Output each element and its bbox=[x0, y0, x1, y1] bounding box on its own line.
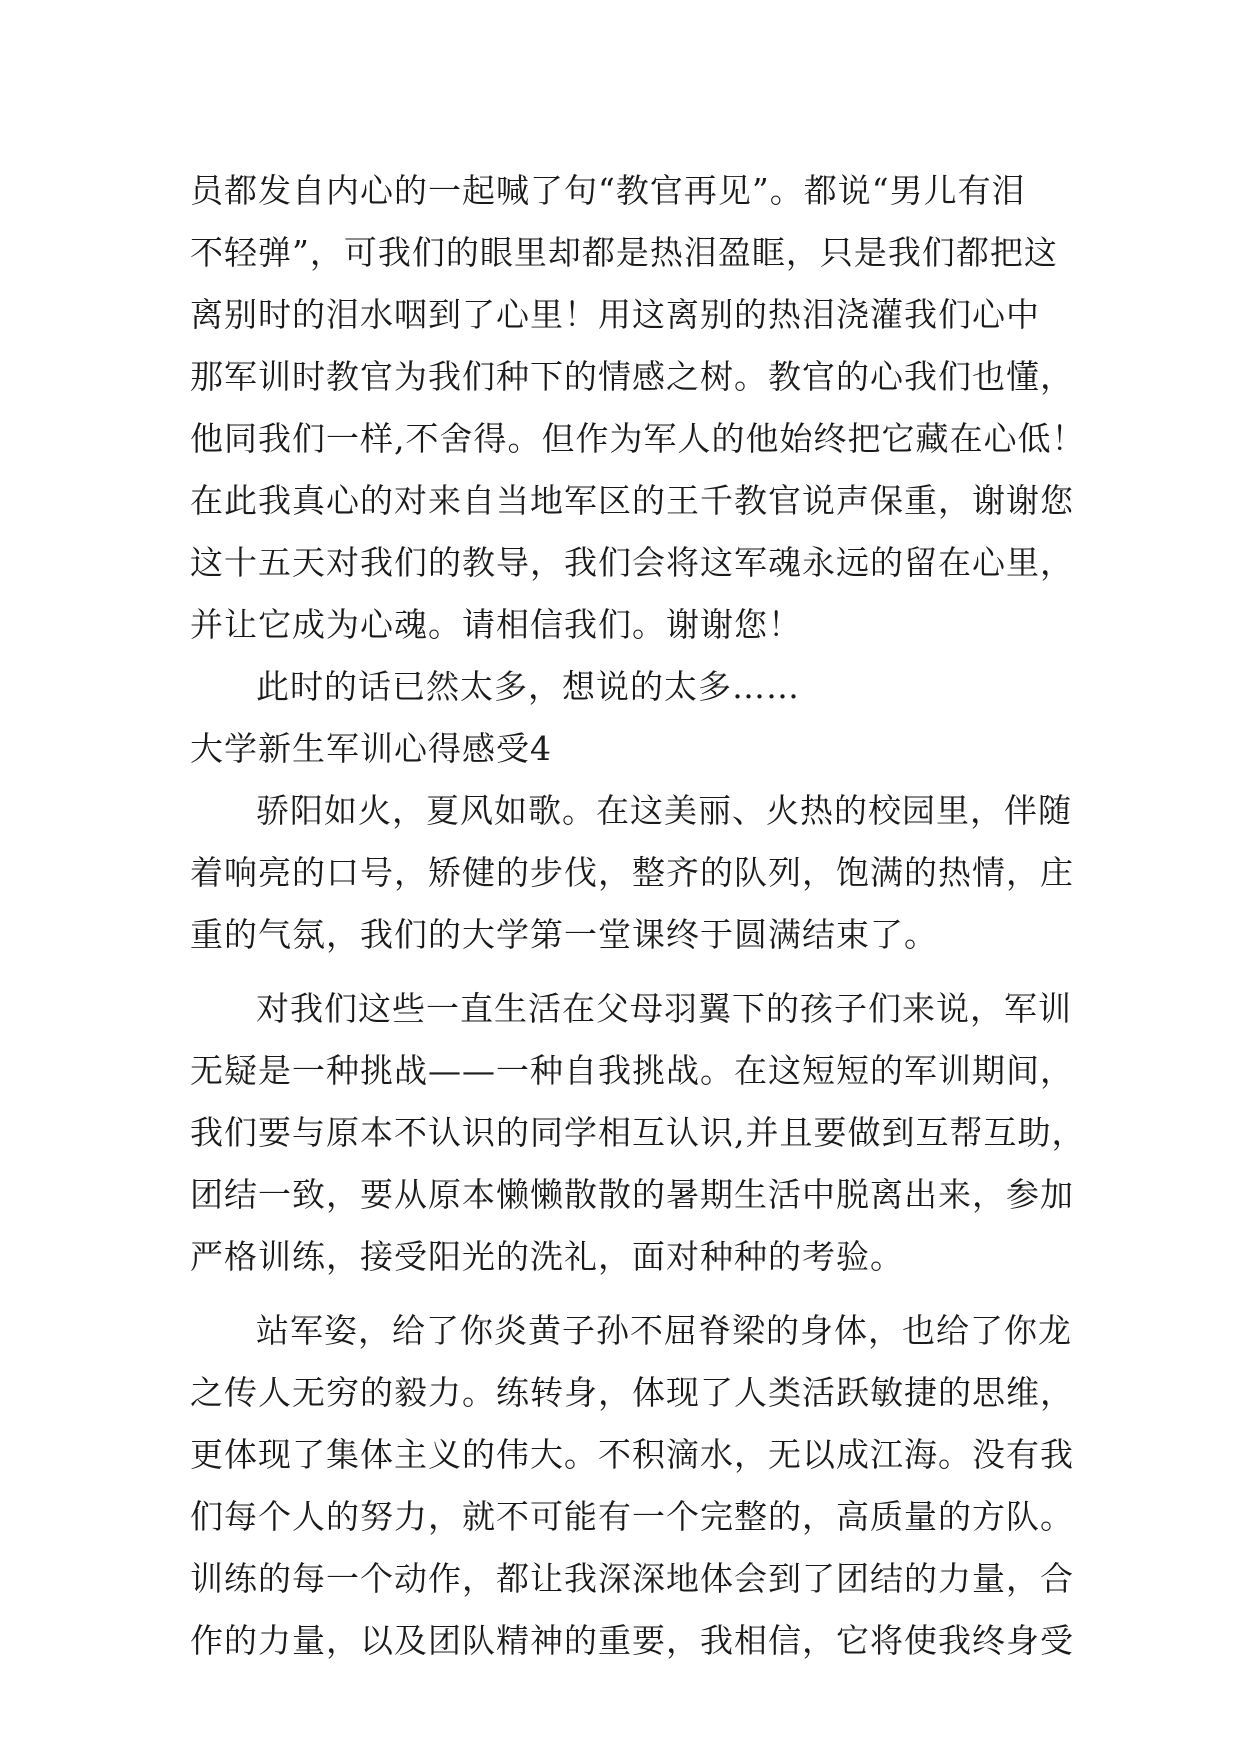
text-line: 在此我真心的对来自当地军区的王千教官说声保重，谢谢您 bbox=[190, 481, 1074, 520]
text-line: 此时的话已然太多，想说的太多…… bbox=[256, 667, 800, 706]
text-line: 更体现了集体主义的伟大。不积滴水，无以成江海。没有我 bbox=[190, 1435, 1074, 1474]
text-line: 站军姿，给了你炎黄子孙不屈脊梁的身体，也给了你龙 bbox=[256, 1311, 1072, 1350]
text-line: 重的气氛，我们的大学第一堂课终于圆满结束了。 bbox=[190, 915, 938, 954]
text-line: 这十五天对我们的教导，我们会将这军魂永远的留在心里， bbox=[190, 543, 1074, 582]
document-body bbox=[190, 160, 1086, 1672]
text-line: 我们要与原本不认识的同学相互认识,并且要做到互帮互助， bbox=[190, 1113, 1086, 1152]
text-line: 员都发自内心的一起喊了句“教官再见”。都说“男儿有泪 bbox=[190, 171, 1026, 210]
text-line: 无疑是一种挑战——一种自我挑战。在这短短的军训期间， bbox=[190, 1051, 1074, 1090]
text-line: 严格训练，接受阳光的洗礼，面对种种的考验。 bbox=[190, 1237, 904, 1276]
text-line: 对我们这些一直生活在父母羽翼下的孩子们来说，军训 bbox=[256, 989, 1072, 1028]
text-line: 训练的每一个动作，都让我深深地体会到了团结的力量，合 bbox=[190, 1559, 1074, 1598]
text-line: 团结一致，要从原本懒懒散散的暑期生活中脱离出来，参加 bbox=[190, 1175, 1074, 1214]
text-line: 们每个人的努力，就不可能有一个完整的，高质量的方队。 bbox=[190, 1497, 1074, 1536]
text-line: 作的力量，以及团队精神的重要，我相信，它将使我终身受 bbox=[190, 1621, 1074, 1660]
text-line: 他同我们一样,不舍得。但作为军人的他始终把它藏在心低！ bbox=[190, 419, 1086, 458]
text-line: 那军训时教官为我们种下的情感之树。教官的心我们也懂， bbox=[190, 357, 1074, 396]
text-line: 并让它成为心魂。请相信我们。谢谢您！ bbox=[190, 605, 802, 644]
text-line: 着响亮的口号，矫健的步伐，整齐的队列，饱满的热情，庄 bbox=[190, 853, 1074, 892]
paragraph-gap bbox=[190, 1288, 1060, 1300]
paragraph-gap bbox=[190, 966, 1060, 978]
text-line: 之传人无穷的毅力。练转身，体现了人类活跃敏捷的思维， bbox=[190, 1373, 1074, 1412]
text-line: 骄阳如火，夏风如歌。在这美丽、火热的校园里，伴随 bbox=[256, 791, 1072, 830]
text-line: 不轻弹”，可我们的眼里却都是热泪盈眶，只是我们都把这 bbox=[190, 233, 1058, 272]
section-heading: 大学新生军训心得感受4 bbox=[190, 729, 552, 768]
text-line: 离别时的泪水咽到了心里！用这离别的热泪浇灌我们心中 bbox=[190, 295, 1040, 334]
